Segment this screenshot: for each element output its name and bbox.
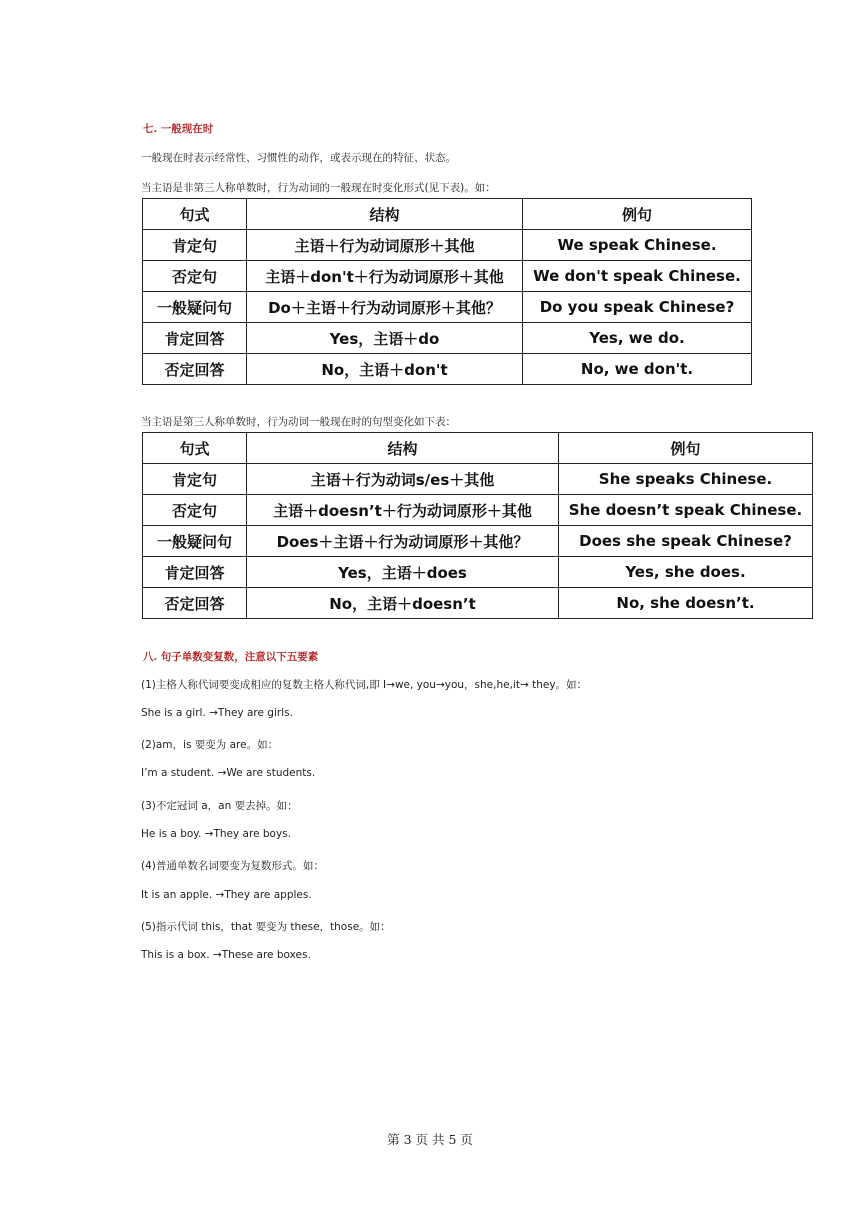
table-cell: No，主语＋doesn’t <box>247 588 559 619</box>
table-cell: We don't speak Chinese. <box>523 261 752 292</box>
rule-1: (1)主格人称代词要变成相应的复数主格人称代词,即 I→we, you→you，she,he,it→ they。如： <box>141 679 588 691</box>
table-cell: Yes，主语＋does <box>247 557 559 588</box>
table-cell: 肯定句 <box>143 464 247 495</box>
table-row <box>143 464 813 495</box>
table-cell: No, we don't. <box>523 354 752 385</box>
section7-heading: 七. 一般现在时 <box>143 123 214 135</box>
example-4: It is an apple. →They are apples. <box>141 889 312 901</box>
table-cell: Does＋主语＋行为动词原形＋其他？ <box>247 526 559 557</box>
table-header-row <box>143 199 752 230</box>
table2-caption: 当主语是第三人称单数时，行为动词一般现在时的句型变化如下表： <box>141 416 456 428</box>
table-cell: She doesn’t speak Chinese. <box>559 495 813 526</box>
table-cell: 主语＋don't＋行为动词原形＋其他 <box>247 261 523 292</box>
table-cell: 否定句 <box>143 261 247 292</box>
table-cell: 否定句 <box>143 495 247 526</box>
header-cell-pattern: 句式 <box>143 199 247 230</box>
example-1: She is a girl. →They are girls. <box>141 707 293 719</box>
table-cell: Do you speak Chinese? <box>523 292 752 323</box>
table-cell: 主语＋行为动词s/es＋其他 <box>247 464 559 495</box>
grammar-table-third-person <box>142 432 813 619</box>
rule-4: (4)普通单数名词要变为复数形式。如： <box>141 860 324 872</box>
table-cell: Yes, she does. <box>559 557 813 588</box>
table-cell: 一般疑问句 <box>143 292 247 323</box>
example-2: I’m a student. →We are students. <box>141 767 316 779</box>
table-row <box>143 230 752 261</box>
table-cell: Yes, we do. <box>523 323 752 354</box>
table-cell: Do＋主语＋行为动词原形＋其他？ <box>247 292 523 323</box>
header-cell-structure: 结构 <box>247 199 523 230</box>
table-header-row <box>143 433 813 464</box>
table-cell: 肯定句 <box>143 230 247 261</box>
header-cell-example: 例句 <box>559 433 813 464</box>
header-cell-structure: 结构 <box>247 433 559 464</box>
table-cell: 否定回答 <box>143 588 247 619</box>
table-row <box>143 292 752 323</box>
table-row <box>143 526 813 557</box>
table-cell: She speaks Chinese. <box>559 464 813 495</box>
table1-caption: 当主语是非第三人称单数时，行为动词的一般现在时变化形式(见下表)。如： <box>141 182 496 194</box>
table-cell: No，主语＋don't <box>247 354 523 385</box>
table-cell: 肯定回答 <box>143 557 247 588</box>
table-row <box>143 557 813 588</box>
table-cell: 否定回答 <box>143 354 247 385</box>
rule-3: (3)不定冠词 a，an 要去掉。如： <box>141 800 298 812</box>
example-5: This is a box. →These are boxes. <box>141 949 311 961</box>
example-3: He is a boy. →They are boys. <box>141 828 291 840</box>
section7-intro: 一般现在时表示经常性、习惯性的动作，或表示现在的特征、状态。 <box>141 152 456 164</box>
table-row <box>143 354 752 385</box>
section8-heading: 八. 句子单数变复数，注意以下五要素 <box>143 651 319 663</box>
header-cell-example: 例句 <box>523 199 752 230</box>
table-row <box>143 588 813 619</box>
table-row <box>143 323 752 354</box>
header-cell-pattern: 句式 <box>143 433 247 464</box>
grammar-table-non-third-person <box>142 198 752 385</box>
table-cell: No, she doesn’t. <box>559 588 813 619</box>
table-cell: 一般疑问句 <box>143 526 247 557</box>
table-cell: Yes，主语＋do <box>247 323 523 354</box>
rule-2: (2)am，is 要变为 are。如： <box>141 739 279 751</box>
rule-5: (5)指示代词 this，that 要变为 these，those。如： <box>141 921 391 933</box>
page-number-footer: 第 3 页 共 5 页 <box>387 1132 473 1147</box>
table-cell: 主语＋行为动词原形＋其他 <box>247 230 523 261</box>
table-cell: Does she speak Chinese? <box>559 526 813 557</box>
table-row <box>143 261 752 292</box>
table-cell: 肯定回答 <box>143 323 247 354</box>
table-row <box>143 495 813 526</box>
table-cell: We speak Chinese. <box>523 230 752 261</box>
table-cell: 主语＋doesn’t＋行为动词原形＋其他 <box>247 495 559 526</box>
